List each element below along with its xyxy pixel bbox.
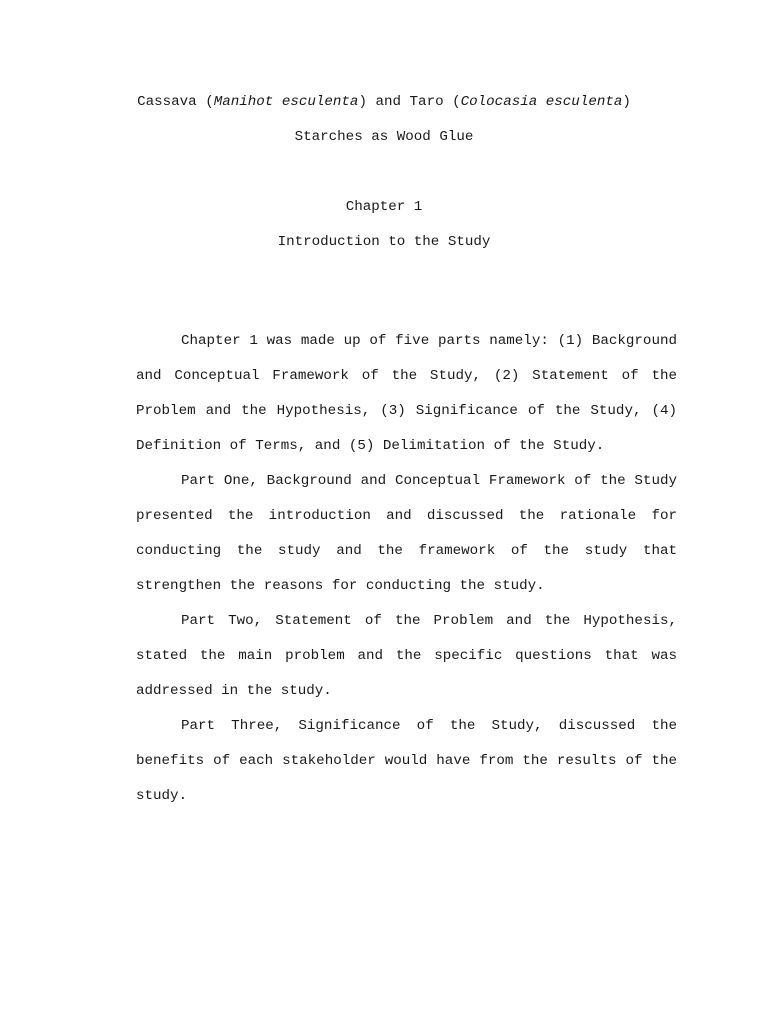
title-line-2: Starches as Wood Glue bbox=[294, 129, 474, 145]
paragraph-overview: Chapter 1 was made up of five parts namely: (1) Background and Conceptual Framework of the Study, (2) Statement of the Problem and the Hypothesis, (3) Significance of the Study, (4) Definition of Terms, and (5) Delimitation of the Study. bbox=[136, 333, 677, 454]
paragraph-part-one: Part One, Background and Conceptual Framework of the Study presented the introduction and discussed the rationale for conducting the study and the framework of the study that strengthen the reasons for conducting the study. bbox=[136, 473, 677, 594]
title-text: ) and Taro ( bbox=[358, 94, 461, 110]
chapter-number: Chapter 1 bbox=[345, 199, 423, 215]
title-text: ) bbox=[622, 94, 631, 110]
title-text: Cassava ( bbox=[137, 94, 214, 110]
title-scientific-name-cassava: Manihot esculenta bbox=[213, 94, 359, 110]
title-scientific-name-taro: Colocasia esculenta bbox=[460, 94, 623, 110]
paragraph-part-two: Part Two, Statement of the Problem and the Hypothesis, stated the main problem and the specific questions that was addressed in the study. bbox=[136, 613, 677, 699]
paragraph-part-three: Part Three, Significance of the Study, discussed the benefits of each stakeholder would have from the results of the study. bbox=[136, 718, 677, 804]
title-line-1 bbox=[0, 93, 768, 111]
chapter-subtitle: Introduction to the Study bbox=[277, 234, 491, 250]
body-text bbox=[136, 324, 677, 814]
